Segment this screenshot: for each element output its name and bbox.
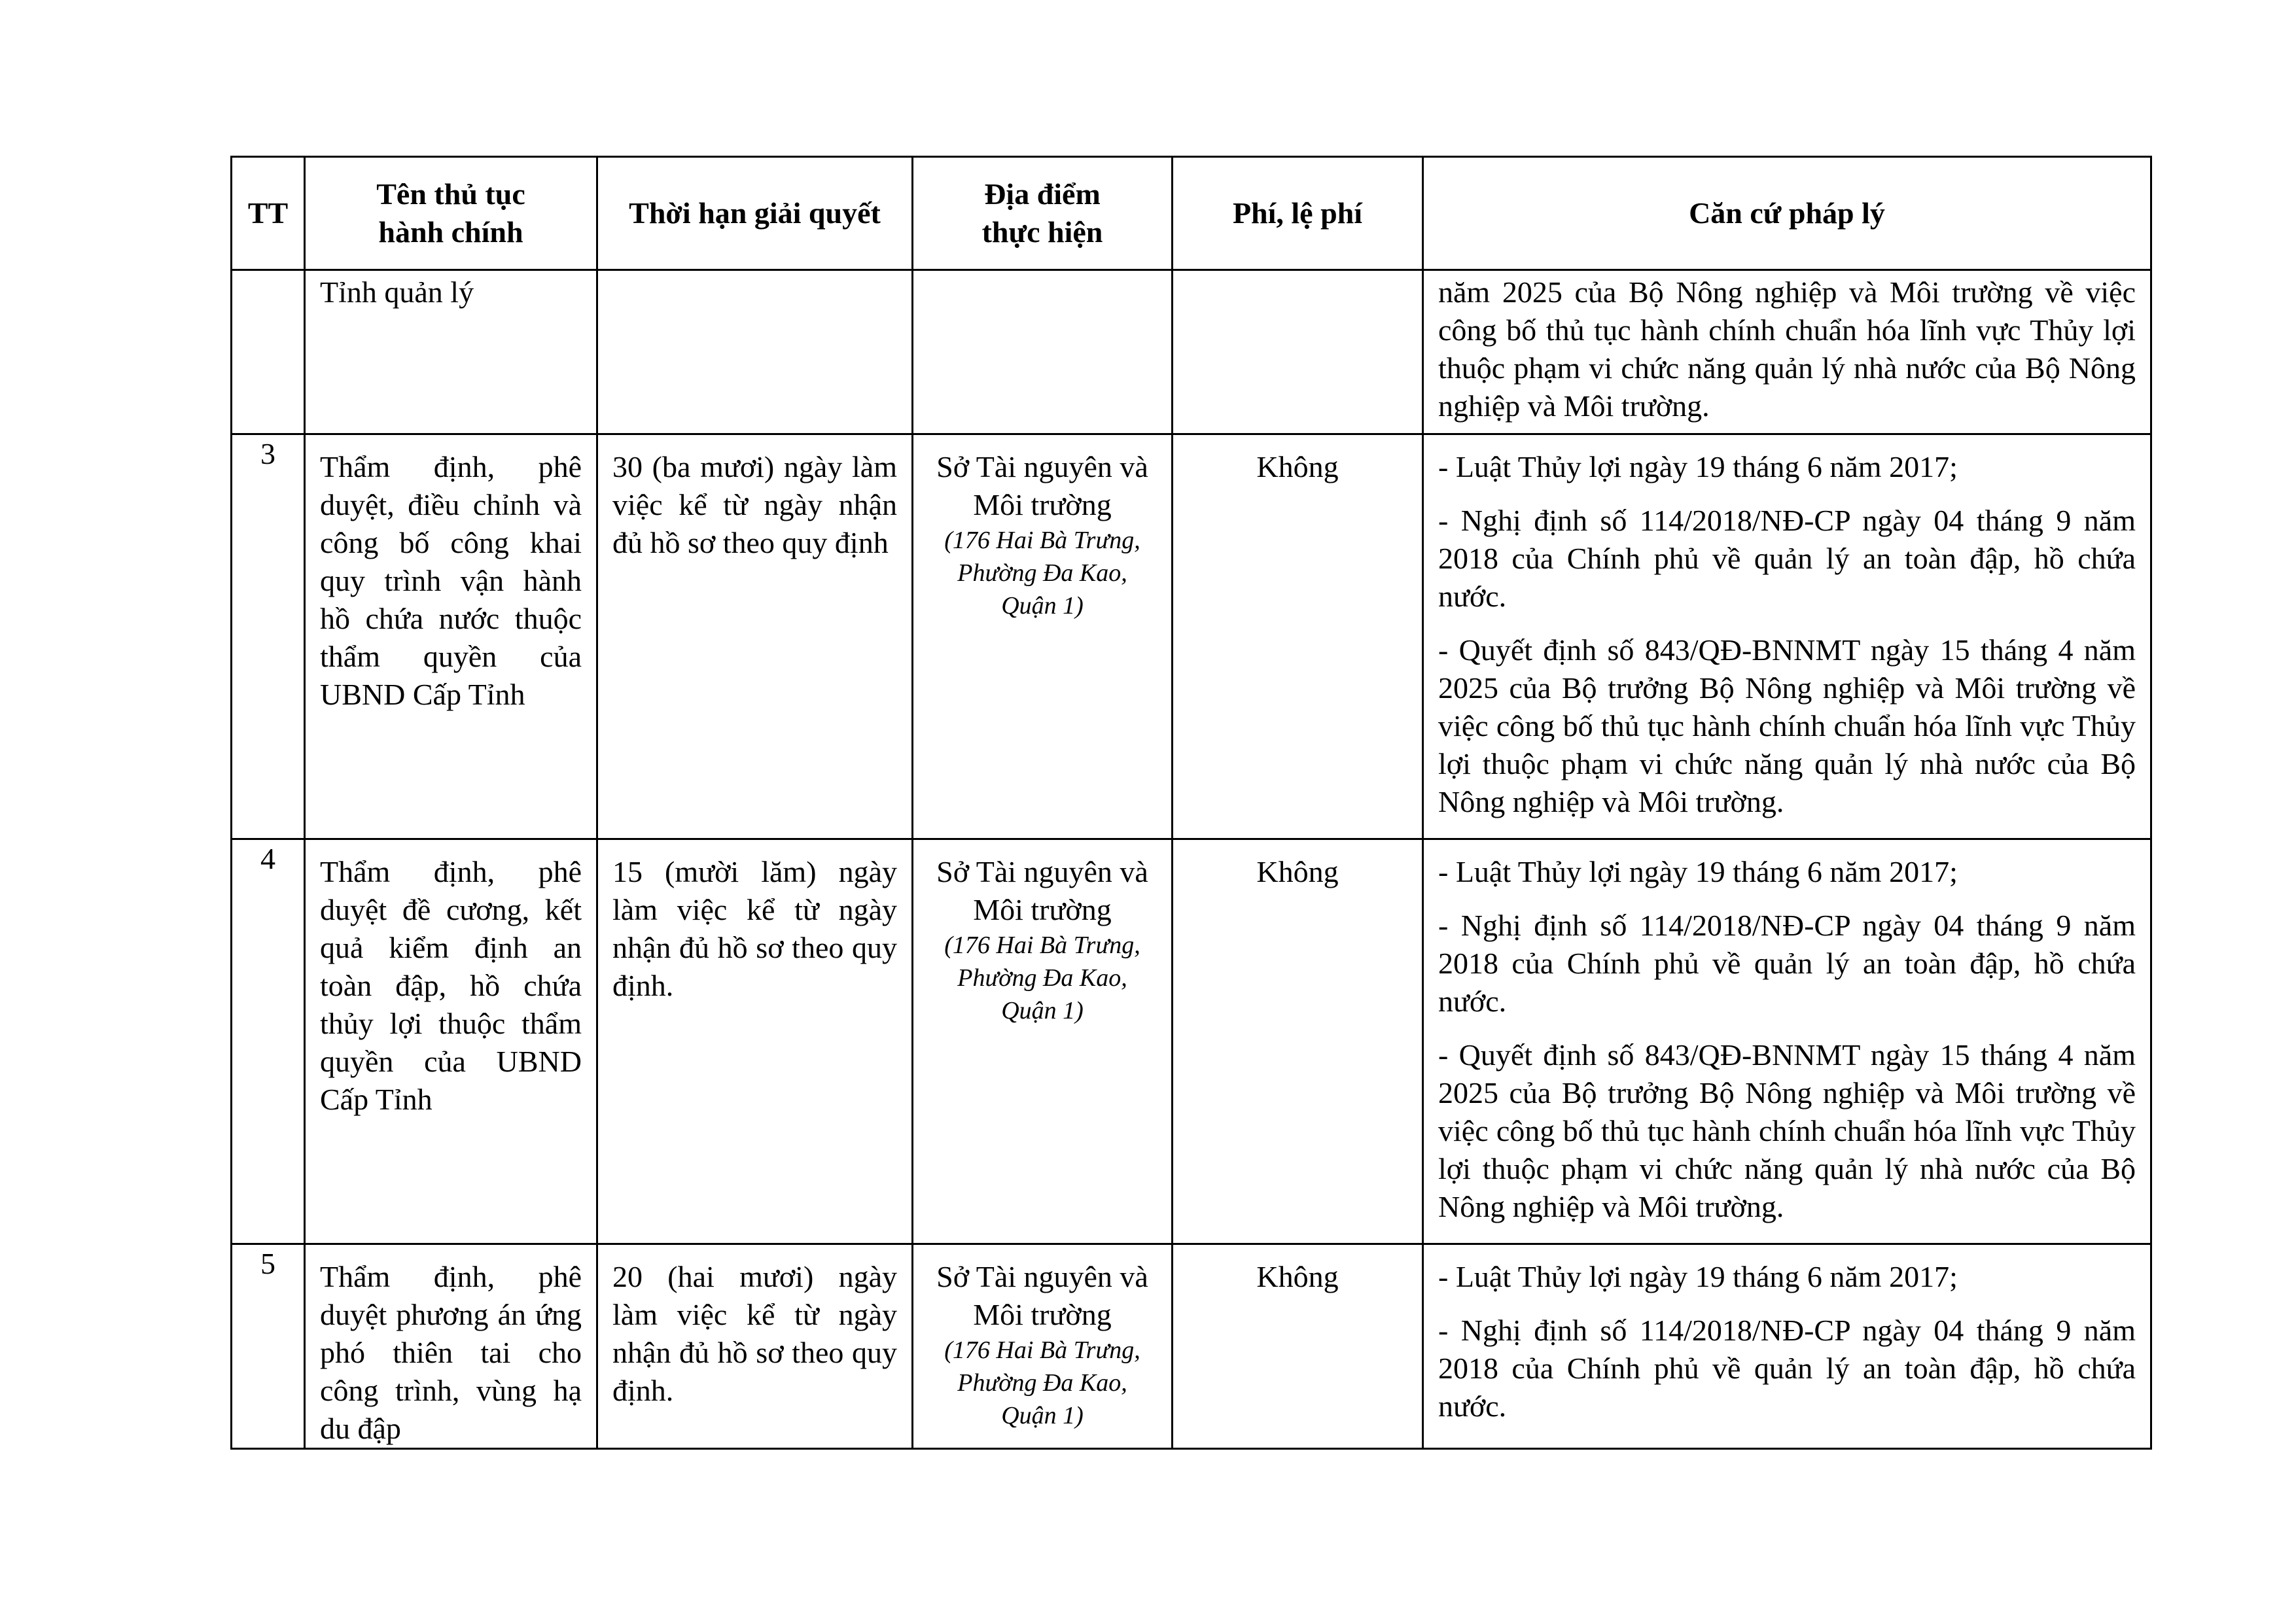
header-fee: Phí, lệ phí <box>1173 157 1423 270</box>
cell-deadline: 20 (hai mươi) ngày làm việc kể từ ngày nhận đủ hồ sơ theo quy định. <box>597 1244 913 1449</box>
location-address: (176 Hai Bà Trưng, Phường Đa Kao, Quận 1) <box>944 527 1140 620</box>
cell-procedure: Tỉnh quản lý <box>305 270 597 434</box>
legal-item: - Quyết định số 843/QĐ-BNNMT ngày 15 tháng 4 năm 2025 của Bộ trưởng Bộ Nông nghiệp và Môi trường về việc công bố thủ tục hành chính chuẩn hóa lĩnh vực Thủy lợi thuộc phạm vi chức năng quản lý nhà nước của Bộ Nông nghiệp và Môi trường. <box>1438 1038 2136 1223</box>
table-row-continued <box>232 270 2151 434</box>
cell-location <box>913 1244 1173 1449</box>
cell-deadline: 15 (mười lăm) ngày làm việc kể từ ngày nhận đủ hồ sơ theo quy định. <box>597 839 913 1244</box>
header-deadline: Thời hạn giải quyết <box>597 157 913 270</box>
location-address: (176 Hai Bà Trưng, Phường Đa Kao, Quận 1) <box>944 932 1140 1024</box>
legal-item: - Luật Thủy lợi ngày 19 tháng 6 năm 2017; <box>1438 450 1958 483</box>
cell-legal-basis <box>1423 839 2151 1244</box>
cell-fee <box>1173 270 1423 434</box>
legal-item: - Quyết định số 843/QĐ-BNNMT ngày 15 tháng 4 năm 2025 của Bộ trưởng Bộ Nông nghiệp và Môi trường về việc công bố thủ tục hành chính chuẩn hóa lĩnh vực Thủy lợi thuộc phạm vi chức năng quản lý nhà nước của Bộ Nông nghiệp và Môi trường. <box>1438 633 2136 818</box>
cell-location <box>913 270 1173 434</box>
cell-procedure <box>305 1244 597 1449</box>
header-tt: TT <box>232 157 305 270</box>
legal-item: - Luật Thủy lợi ngày 19 tháng 6 năm 2017; <box>1438 855 1958 888</box>
cell-location <box>913 839 1173 1244</box>
cell-tt <box>232 270 305 434</box>
cell-legal-basis <box>1423 1244 2151 1449</box>
cell-tt: 5 <box>232 1244 305 1449</box>
cell-fee: Không <box>1173 434 1423 839</box>
cell-fee: Không <box>1173 1244 1423 1449</box>
cell-procedure: Thẩm định, phê duyệt đề cương, kết quả kiểm định an toàn đập, hồ chứa thủy lợi thuộc thẩm quyền của UBND Cấp Tỉnh <box>305 839 597 1244</box>
legal-item: - Luật Thủy lợi ngày 19 tháng 6 năm 2017; <box>1438 1260 1958 1293</box>
header-procedure: Tên thủ tục hành chính <box>305 157 597 270</box>
header-location: Địa điểm thực hiện <box>913 157 1173 270</box>
procedure-table <box>230 156 2152 1450</box>
cell-procedure: Thẩm định, phê duyệt, điều chỉnh và công bố công khai quy trình vận hành hồ chứa nước thuộc thẩm quyền của UBND Cấp Tỉnh <box>305 434 597 839</box>
cell-legal-basis <box>1423 434 2151 839</box>
cell-legal-basis <box>1423 270 2151 434</box>
cell-tt: 3 <box>232 434 305 839</box>
procedure-table-page <box>230 156 2150 1450</box>
legal-item: - Nghị định số 114/2018/NĐ-CP ngày 04 tháng 9 năm 2018 của Chính phủ về quản lý an toàn đập, hồ chứa nước. <box>1438 1314 2136 1423</box>
table-row <box>232 1244 2151 1449</box>
legal-item: năm 2025 của Bộ Nông nghiệp và Môi trường về việc công bố thủ tục hành chính chuẩn hóa lĩnh vực Thủy lợi thuộc phạm vi chức năng quản lý nhà nước của Bộ Nông nghiệp và Môi trường. <box>1438 275 2136 423</box>
location-name: Sở Tài nguyên và Môi trường <box>936 855 1148 926</box>
legal-item: - Nghị định số 114/2018/NĐ-CP ngày 04 tháng 9 năm 2018 của Chính phủ về quản lý an toàn đập, hồ chứa nước. <box>1438 909 2136 1018</box>
cell-tt: 4 <box>232 839 305 1244</box>
cell-fee: Không <box>1173 839 1423 1244</box>
cell-location <box>913 434 1173 839</box>
cell-deadline: 30 (ba mươi) ngày làm việc kể từ ngày nhận đủ hồ sơ theo quy định <box>597 434 913 839</box>
legal-item: - Nghị định số 114/2018/NĐ-CP ngày 04 tháng 9 năm 2018 của Chính phủ về quản lý an toàn đập, hồ chứa nước. <box>1438 504 2136 613</box>
table-row <box>232 434 2151 839</box>
table-row <box>232 839 2151 1244</box>
location-address: (176 Hai Bà Trưng, Phường Đa Kao, Quận 1) <box>944 1336 1140 1429</box>
location-name: Sở Tài nguyên và Môi trường <box>936 1260 1148 1331</box>
cell-deadline <box>597 270 913 434</box>
procedure-text: Thẩm định, phê duyệt phương án ứng phó thiên tai cho công trình, vùng hạ du đập <box>320 1260 582 1445</box>
location-name: Sở Tài nguyên và Môi trường <box>936 450 1148 521</box>
table-header-row <box>232 157 2151 270</box>
header-legal-basis: Căn cứ pháp lý <box>1423 157 2151 270</box>
